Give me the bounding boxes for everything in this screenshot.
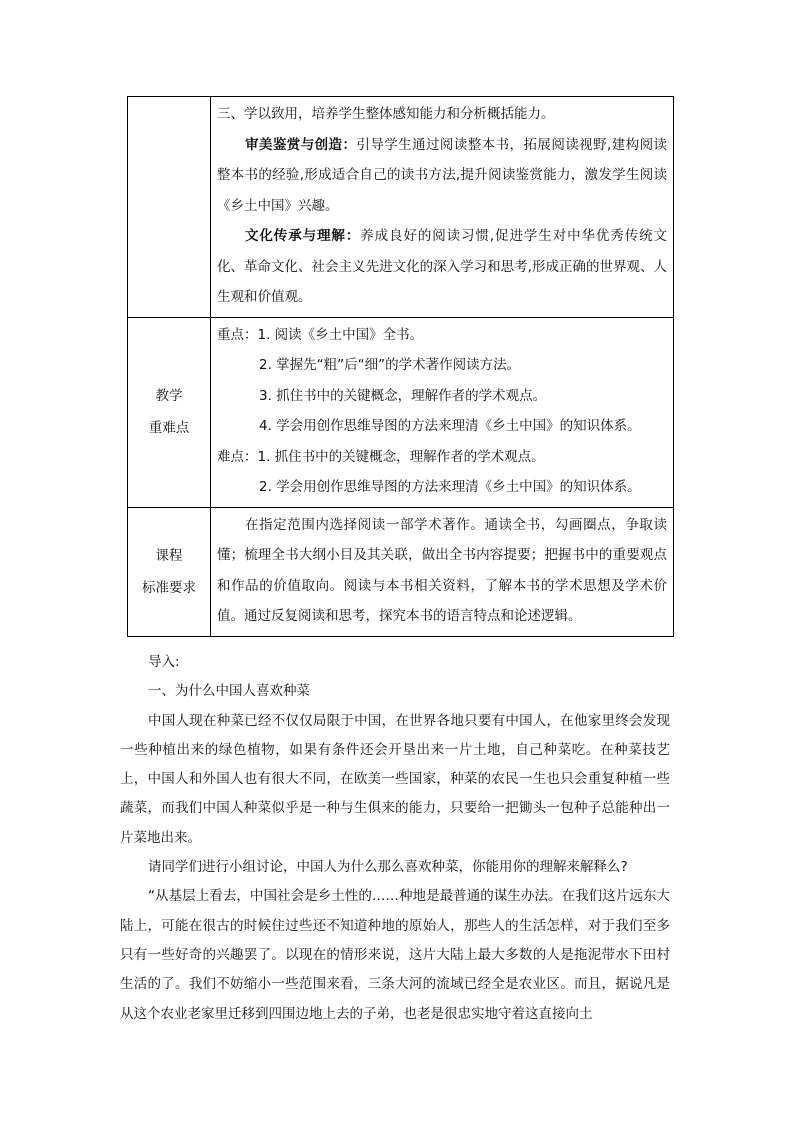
lesson-body [120, 648, 670, 1029]
culture-label: 文化传承与理解： [245, 228, 361, 244]
key-point-4: 4. 学会用创作思维导图的方法来理清《乡土中国》的知识体系。 [259, 418, 641, 434]
key-item: 1. 阅读《乡土中国》全书。 [257, 326, 424, 343]
paragraph-1: 中国人现在种菜已经不仅仅局限于中国，在世界各地只要有中国人，在他家里终会发现一些种植出来的绿色植物，如果有条件还会开垦出来一片土地，自己种菜吃。在种菜技艺上，中国人和外国人也有很大不同，在欧美一些国家，种菜的农民一生也只会重复种植一些蔬菜，而我们中国人种菜似乎是一种与生俱来的能力，只要给一把锄头一包种子总能种出一片菜地出来。 [120, 712, 670, 846]
key-point-3: 3. 抓住书中的关键概念，理解作者的学术观点。 [259, 387, 547, 404]
difficulty-item: 1. 抓住书中的关键概念，理解作者的学术观点。 [257, 448, 545, 465]
row-label-standards [128, 507, 211, 636]
table-row-standards [128, 507, 674, 636]
intro-label: 导入: [148, 654, 180, 670]
label-line-1: 教学 [155, 388, 183, 404]
row-label-empty [128, 97, 211, 318]
aesthetic-text: 引导学生通过阅读整本书，拓展阅读视野,建构阅读整本书的经验,形成适合自己的读书方法,提升阅读鉴赏能力，激发学生阅读《乡土中国》兴趣。 [217, 136, 667, 214]
key-point-1 [217, 320, 667, 351]
goals-cell [211, 97, 674, 318]
difficulty-1 [217, 442, 667, 473]
key-points-cell [211, 317, 674, 507]
table-row-goals [128, 97, 674, 318]
table-row-key-points [128, 317, 674, 507]
difficulty-prefix: 难点： [217, 448, 258, 465]
culture-paragraph [217, 221, 667, 313]
standards-cell [211, 507, 674, 636]
label-line-2: 标准要求 [142, 579, 196, 596]
key-prefix: 重点： [217, 326, 258, 343]
standards-text: 在指定范围内选择阅读一部学术著作。通读全书，勾画圈点，争取读懂；梳理全书大纲小目及其关联，做出全书内容提要；把握书中的重要观点和作品的价值取向。阅读与本书相关资料，了解本书的学术思想及学术价值。通过反复阅读和思考，探究本书的语言特点和论述逻辑。 [217, 516, 667, 624]
culture-text: 养成良好的阅读习惯,促进学生对中华优秀传统文化、革命文化、社会主义先进文化的深入学习和思考,形成正确的世界观、人生观和价值观。 [217, 228, 667, 305]
row-label-key-points [128, 317, 211, 507]
difficulty-2: 2. 学会用创作思维导图的方法来理清《乡土中国》的知识体系。 [259, 479, 641, 495]
goal-three: 三、学以致用，培养学生整体感知能力和分析概括能力。 [217, 106, 555, 122]
key-point-2: 2. 掌握先“粗”后“细”的学术著作阅读方法。 [259, 357, 521, 373]
label-line-2: 重难点 [148, 420, 190, 436]
paragraph-3: “从基层上看去，中国社会是乡土性的……种地是最普通的谋生办法。在我们这片远东大陆上，可能在很古的时候住过些还不知道种地的原始人，那些人的生活怎样，对于我们至多只有一些好奇的兴趣罢了。以现在的情形来说，这片大陆上最大多数的人是拖泥带水下田村生活的了。我们不妨缩小一些范围来看，三条大河的流域已经全是农业区。而且，据说凡是从这个农业老家里迁移到四围边地上去的子弟，也老是很忠实地守着这直接向土 [120, 888, 670, 1022]
label-line-1: 课程 [155, 547, 183, 564]
paragraph-2: 请同学们进行小组讨论，中国人为什么那么喜欢种菜，你能用你的理解来解释么? [148, 859, 628, 876]
lesson-plan-table [127, 96, 674, 637]
aesthetic-label: 审美鉴赏与创造： [245, 136, 357, 153]
aesthetic-paragraph [217, 130, 667, 222]
section-heading: 一、为什么中国人喜欢种菜 [148, 683, 310, 700]
